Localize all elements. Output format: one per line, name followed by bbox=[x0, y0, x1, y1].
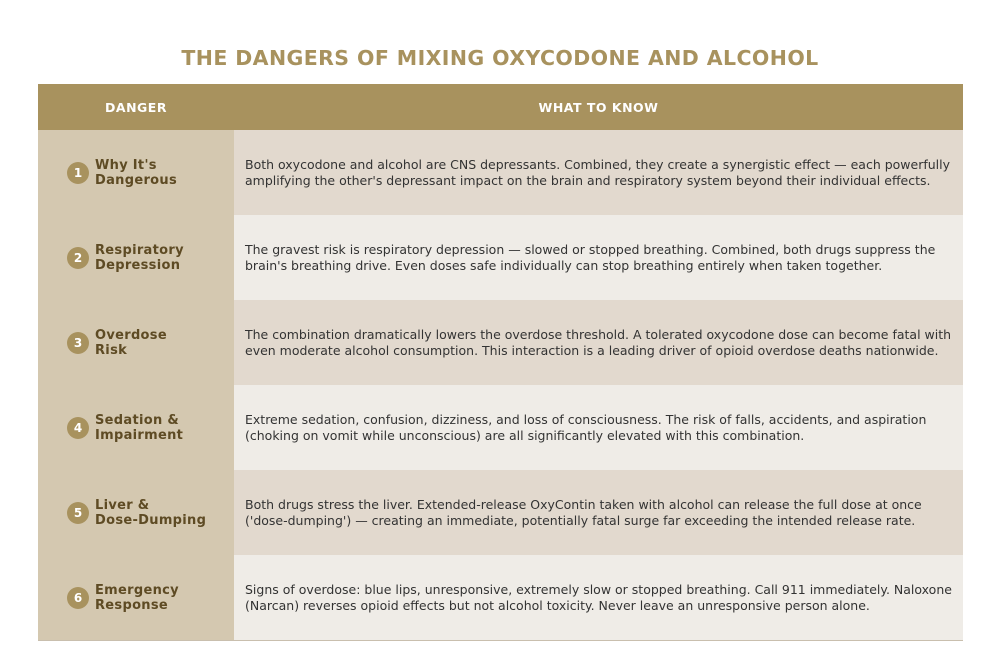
danger-name: Respiratory Depression bbox=[95, 242, 184, 273]
danger-name: Overdose Risk bbox=[95, 327, 167, 358]
table-row bbox=[38, 130, 963, 215]
what-to-know-text: The gravest risk is respiratory depression — slowed or stopped breathing. Combined, both drugs suppress the brain's breathing drive. Even doses safe individually can stop breathing entirely when taken together. bbox=[234, 215, 963, 300]
table-row bbox=[38, 300, 963, 385]
table-header bbox=[38, 84, 963, 130]
page-title: THE DANGERS OF MIXING OXYCODONE AND ALCOHOL bbox=[181, 46, 819, 70]
what-to-know-text: Both oxycodone and alcohol are CNS depressants. Combined, they create a synergistic effect — each powerfully amplifying the other's depressant impact on the brain and respiratory system beyond their individual effects. bbox=[234, 130, 963, 215]
number-badge: 1 bbox=[67, 162, 89, 184]
table-row bbox=[38, 215, 963, 300]
danger-name: Why It's Dangerous bbox=[95, 157, 177, 188]
danger-name: Emergency Response bbox=[95, 582, 179, 613]
danger-name: Sedation & Impairment bbox=[95, 412, 184, 443]
table-row bbox=[38, 555, 963, 640]
number-badge: 3 bbox=[67, 332, 89, 354]
header-what-to-know: WHAT TO KNOW bbox=[538, 99, 659, 115]
danger-cell bbox=[38, 215, 234, 300]
header-danger: DANGER bbox=[105, 99, 167, 115]
dangers-table bbox=[38, 84, 963, 641]
table-row bbox=[38, 470, 963, 555]
number-badge: 5 bbox=[67, 502, 89, 524]
what-to-know-text: Extreme sedation, confusion, dizziness, and loss of consciousness. The risk of falls, accidents, and aspiration (choking on vomit while unconscious) are all significantly elevated with this combination. bbox=[234, 385, 963, 470]
table-row bbox=[38, 385, 963, 470]
danger-cell bbox=[38, 385, 234, 470]
danger-cell bbox=[38, 470, 234, 555]
what-to-know-text: Signs of overdose: blue lips, unresponsive, extremely slow or stopped breathing. Call 911 immediately. Naloxone (Narcan) reverses opioid effects but not alcohol toxicity. Never leave an unresponsive person alone. bbox=[234, 555, 963, 640]
number-badge: 4 bbox=[67, 417, 89, 439]
danger-name: Liver & Dose-Dumping bbox=[95, 497, 207, 528]
number-badge: 2 bbox=[67, 247, 89, 269]
what-to-know-text: Both drugs stress the liver. Extended-release OxyContin taken with alcohol can release the full dose at once ('dose-dumping') — creating an immediate, potentially fatal surge far exceeding the intended release rate. bbox=[234, 470, 963, 555]
danger-cell bbox=[38, 555, 234, 640]
danger-cell bbox=[38, 130, 234, 215]
danger-cell bbox=[38, 300, 234, 385]
what-to-know-text: The combination dramatically lowers the overdose threshold. A tolerated oxycodone dose can become fatal with even moderate alcohol consumption. This interaction is a leading driver of opioid overdose deaths nationwide. bbox=[234, 300, 963, 385]
number-badge: 6 bbox=[67, 587, 89, 609]
